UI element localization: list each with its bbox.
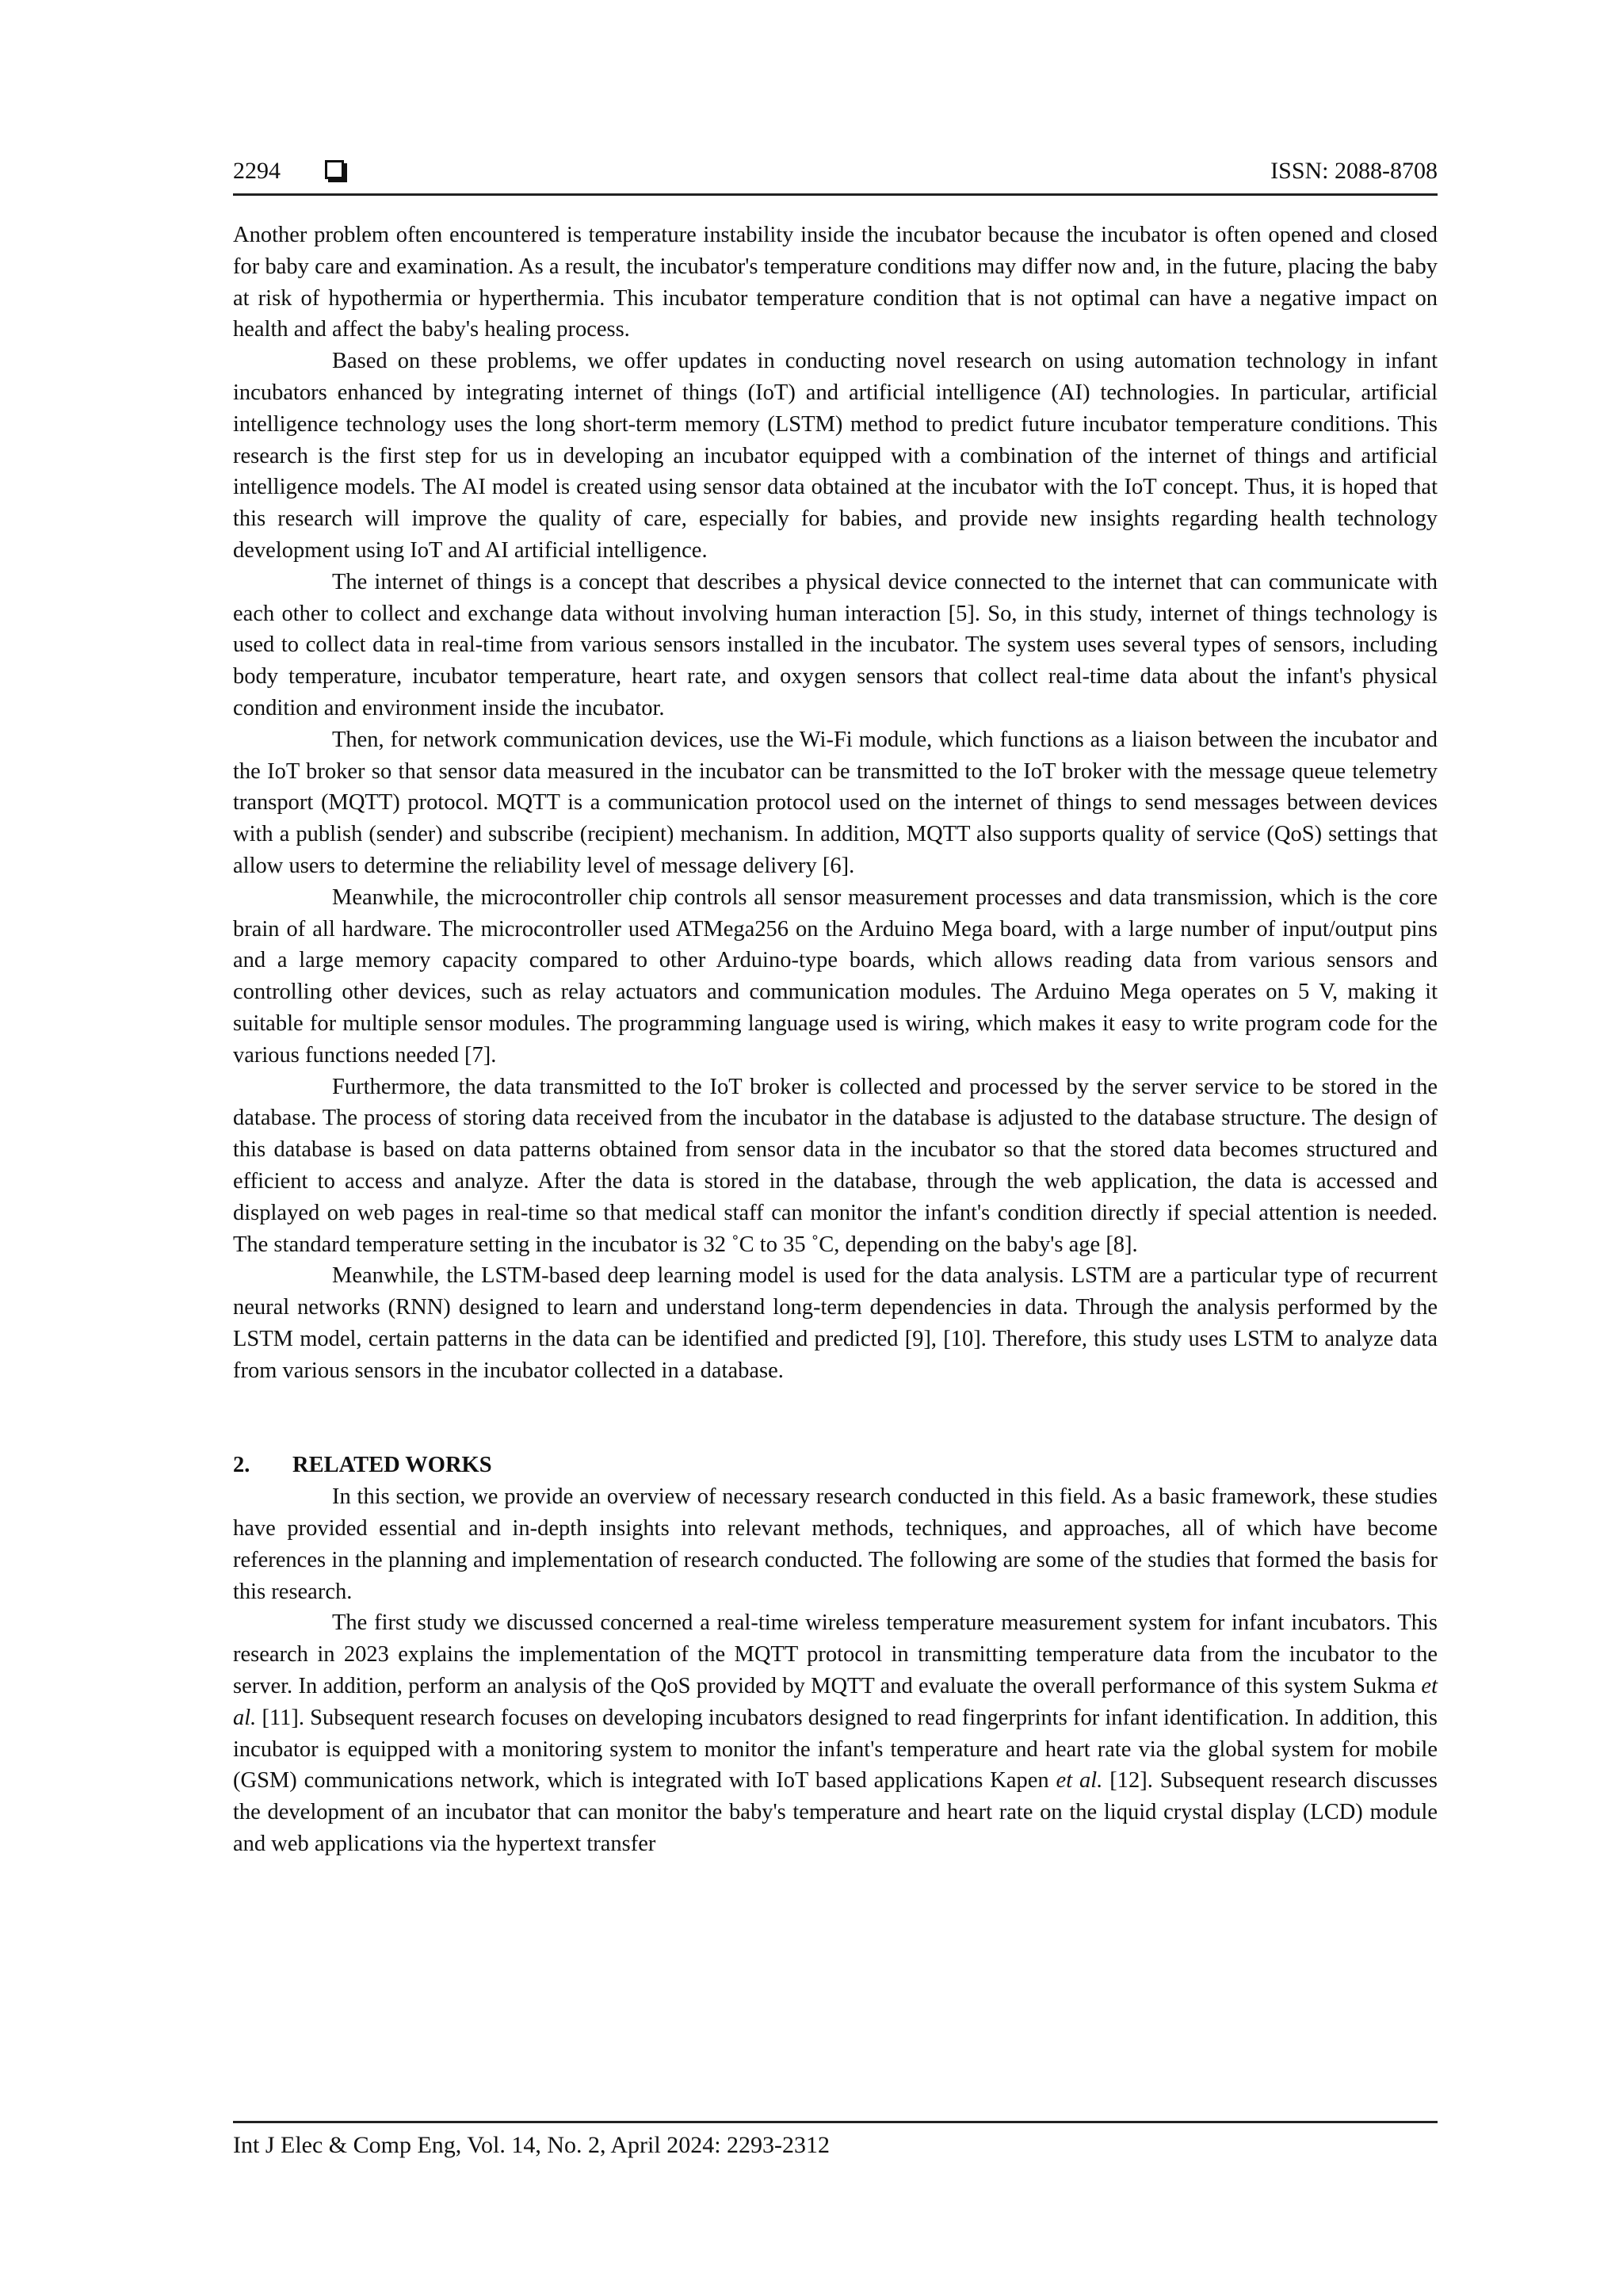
citation-etal: et al. <box>1056 1768 1103 1794</box>
paragraph: Furthermore, the data transmitted to the IoT broker is collected and processed by the server service to be stored in the database. The process of storing data received from the incubator in the database is adjusted to the database structure. The design of this database is based on data patterns obtained from sensor data in the incubator so that the stored data becomes structured and efficient to access and analyze. After the data is stored in the database, through the web application, the data is accessed and displayed on web pages in real-time so that medical staff can monitor the infant's condition directly if special attention is needed. The standard temperature setting in the incubator is 32 ˚C to 35 ˚C, depending on the baby's age [8]. <box>233 1074 1438 1257</box>
section-title: RELATED WORKS <box>292 1453 492 1478</box>
text-run: [11]. Subsequent research focuses on developing incubators designed to read fingerprints for infant identification. In addition, this incubator is equipped with a monitoring system to monitor the infant's temperature and heart rate via the global system for mobile (GSM) communications network, which is integrated with IoT based applications Kapen <box>233 1705 1438 1794</box>
page-header <box>233 155 1438 196</box>
citation-etal: et al. <box>233 1674 1438 1730</box>
text-run: [12]. Subsequent research discusses the development of an incubator that can monitor the baby's temperature and heart rate on the liquid crystal display (LCD) module and web applications via the hypertext transfer <box>233 1768 1438 1857</box>
paragraph: Meanwhile, the LSTM-based deep learning model is used for the data analysis. LSTM are a particular type of recurrent neural networks (RNN) designed to learn and understand long-term dependencies in data. Through the analysis performed by the LSTM model, certain patterns in the data can be identified and predicted [9], [10]. Therefore, this study uses LSTM to analyze data from various sensors in the incubator collected in a database. <box>233 1263 1438 1383</box>
paragraph: Another problem often encountered is temperature instability inside the incubator because the incubator is often opened and closed for baby care and examination. As a result, the incubator's temperature conditions may differ now and, in the future, placing the baby at risk of hypothermia or hyperthermia. This incubator temperature condition that is not optimal can have a negative impact on health and affect the baby's healing process. <box>233 223 1438 342</box>
paragraph: Meanwhile, the microcontroller chip controls all sensor measurement processes and data transmission, which is the core brain of all hardware. The microcontroller used ATMega256 on the Arduino Mega board, with a large number of input/output pins and a large memory capacity compared to other Arduino-type boards, which allows reading data from various sensors and controlling other devices, such as relay actuators and communication modules. The Arduino Mega operates on 5 V, making it suitable for multiple sensor modules. The programming language used is wiring, which makes it easy to write program code for the various functions needed [7]. <box>233 884 1438 1068</box>
article-body <box>233 220 1438 1860</box>
journal-citation: Int J Elec & Comp Eng, Vol. 14, No. 2, April 2024: 2293-2312 <box>233 2132 831 2158</box>
page-number: 2294 <box>233 158 281 184</box>
text-run: The first study we discussed concerned a real-time wireless temperature measurement system for infant incubators. This research in 2023 explains the implementation of the MQTT protocol in transmitting temperature data from the incubator to the server. In addition, perform an analysis of the QoS provided by MQTT and evaluate the overall performance of this system Sukma <box>233 1610 1438 1699</box>
paragraph: In this section, we provide an overview of necessary research conducted in this field. As a basic framework, these studies have provided essential and in-depth insights into relevant methods, techniques, and approaches, all of which have become references in the planning and implementation of research conducted. The following are some of the studies that formed the basis for this research. <box>233 1484 1438 1604</box>
issn-label: ISSN: 2088-8708 <box>1270 158 1438 184</box>
page-footer <box>233 2121 1438 2160</box>
section-heading <box>233 1450 1438 1481</box>
paragraph: Then, for network communication devices, use the Wi-Fi module, which functions as a liaison between the incubator and the IoT broker so that sensor data measured in the incubator can be transmitted to the IoT broker with the message queue telemetry transport (MQTT) protocol. MQTT is a communication protocol used on the internet of things to send messages between devices with a publish (sender) and subscribe (recipient) mechanism. In addition, MQTT also supports quality of service (QoS) settings that allow users to determine the reliability level of message delivery [6]. <box>233 727 1438 878</box>
paragraph: Based on these problems, we offer updates in conducting novel research on using automation technology in infant incubators enhanced by integrating internet of things (IoT) and artificial intelligence (AI) technologies. In particular, artificial intelligence technology uses the long short-term memory (LSTM) method to predict future incubator temperature conditions. This research is the first step for us in developing an incubator equipped with a combination of the internet of things and artificial intelligence models. The AI model is created using sensor data obtained at the incubator with the IoT concept. Thus, it is hoped that this research will improve the quality of care, especially for babies, and provide new insights regarding health technology development using IoT and AI artificial intelligence. <box>233 349 1438 563</box>
paragraph: The internet of things is a concept that describes a physical device connected to the internet that can communicate with each other to collect and exchange data without involving human interaction [5]. So, in this study, internet of things technology is used to collect data in real-time from various sensors installed in the incubator. The system uses several types of sensors, including body temperature, incubator temperature, heart rate, and oxygen sensors that collect real-time data about the infant's physical condition and environment inside the incubator. <box>233 569 1438 720</box>
paragraph-related-works <box>233 1607 1438 1859</box>
checkbox-square-icon <box>325 160 344 179</box>
section-number: 2. <box>233 1453 250 1478</box>
